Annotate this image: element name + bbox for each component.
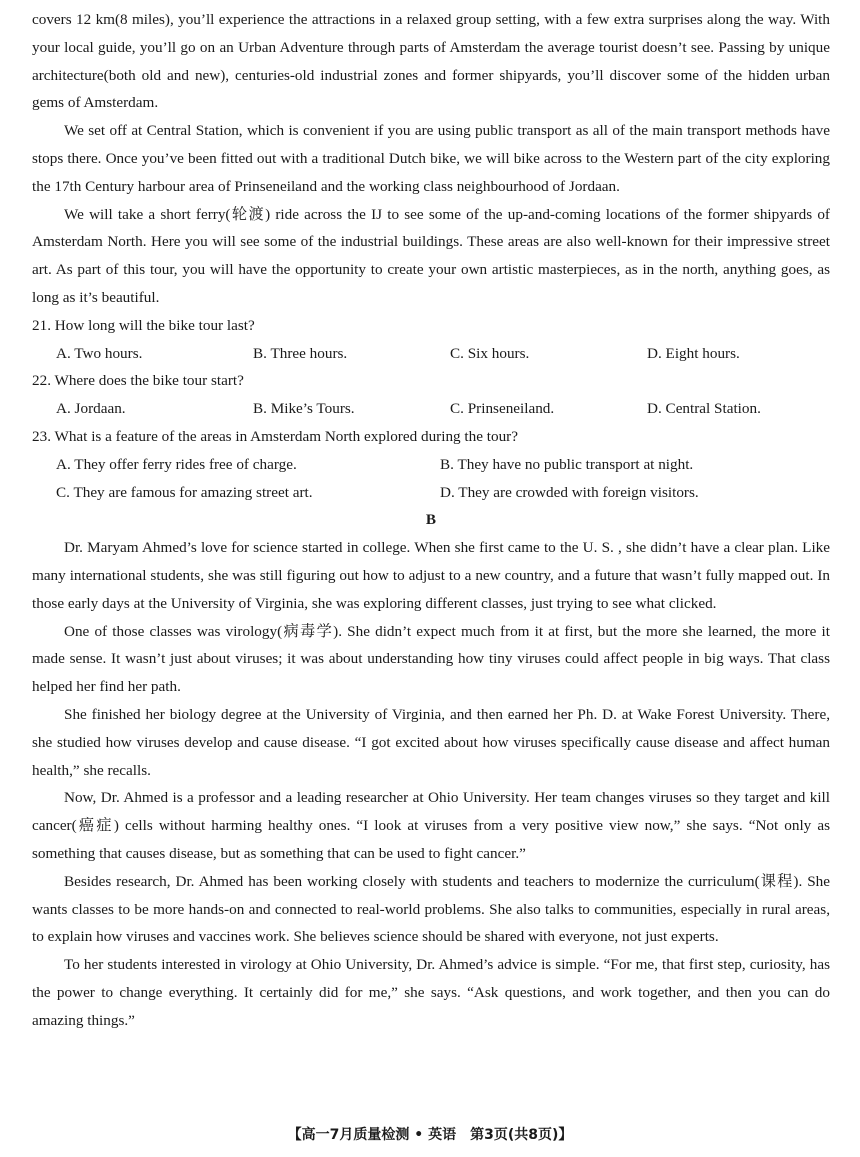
passage-b (32, 534, 830, 1034)
option-b: B. They have no public transport at night. (440, 455, 694, 473)
question-options (32, 451, 830, 507)
page-footer: 【高一7月质量检测 • 英语 第3页(共8页)】 (287, 1127, 573, 1143)
passage-b-paragraph: To her students interested in virology at Ohio University, Dr. Ahmed’s advice is simple. “For me, that first step, curiosity, has the power to change everything. It certainly did for me,” she says. “Ask questions, and work together, and then you can do amazing things.” (32, 956, 830, 1029)
option-b: B. Mike’s Tours. (253, 400, 355, 418)
passage-b-paragraph: Besides research, Dr. Ahmed has been working closely with students and teachers to modernize the curriculum(课程). She wants classes to be more hands-on and connected to real-world problems. She also talks to communities, especially in rural areas, to explain how viruses and vaccines work. She believes science should be shared with everyone, not just experts. (32, 872, 830, 946)
option-c: C. Prinseneiland. (450, 400, 555, 418)
passage-a (32, 6, 830, 312)
option-b: B. Three hours. (253, 344, 348, 362)
option-d: D. They are crowded with foreign visitors. (440, 483, 699, 501)
question-22 (32, 367, 830, 423)
option-c: C. They are famous for amazing street art. (56, 483, 313, 501)
passage-b-paragraph: Now, Dr. Ahmed is a professor and a leading researcher at Ohio University. Her team changes viruses so they target and kill cancer(癌症) cells without harming healthy ones. “I look at viruses from a very positive view now,” she says. “Not only as something that causes disease, but as something that can be used to fight cancer.” (32, 789, 830, 862)
question-23 (32, 423, 830, 506)
passage-b-paragraph: Dr. Maryam Ahmed’s love for science started in college. When she first came to the U. S. , she didn’t have a clear plan. Like many international students, she was still figuring out how to adjust to a new country, and a future that wasn’t fully mapped out. In those early days at the University of Virginia, she was exploring different classes, just trying to see what clicked. (32, 539, 830, 612)
exam-page (32, 6, 830, 1034)
option-d: D. Eight hours. (647, 344, 740, 362)
passage-b-paragraph: One of those classes was virology(病毒学). She didn’t expect much from it at first, but the more she learned, the more it made sense. It wasn’t just about viruses; it was about understanding how tiny viruses could affect people in big ways. That class helped her find her path. (32, 622, 830, 696)
option-d: D. Central Station. (647, 400, 761, 418)
question-options (32, 395, 830, 423)
option-a: A. Jordaan. (56, 400, 126, 418)
passage-a-paragraph: We set off at Central Station, which is convenient if you are using public transport as all of the main transport methods have stops there. Once you’ve been fitted out with a traditional Dutch bike, we will bike across to the Western part of the city exploring the 17th Century harbour area of Prinseneiland and the working class neighbourhood of Jordaan. (32, 122, 830, 195)
question-stem: 21. How long will the bike tour last? (32, 316, 255, 334)
passage-a-paragraph: covers 12 km(8 miles), you’ll experience the attractions in a relaxed group setting, with a few extra surprises along the way. With your local guide, you’ll go on an Urban Adventure through parts of Amsterdam the average tourist doesn’t see. Passing by unique architecture(both old and new), centuries-old industrial zones and former shipyards, you’ll discover some of the hidden urban gems of Amsterdam. (32, 11, 830, 112)
question-stem: 23. What is a feature of the areas in Amsterdam North explored during the tour? (32, 427, 518, 445)
question-21 (32, 312, 830, 368)
option-c: C. Six hours. (450, 344, 530, 362)
option-a: A. Two hours. (56, 344, 143, 362)
question-options (32, 340, 830, 368)
question-stem: 22. Where does the bike tour start? (32, 372, 244, 390)
option-a: A. They offer ferry rides free of charge. (56, 455, 297, 473)
passage-b-paragraph: She finished her biology degree at the University of Virginia, and then earned her Ph. D. at Wake Forest University. There, she studied how viruses develop and cause disease. “I got excited about how viruses specifically cause disease and affect human health,” she recalls. (32, 705, 830, 779)
passage-a-paragraph: We will take a short ferry(轮渡) ride across the IJ to see some of the up-and-coming locations of the former shipyards of Amsterdam North. Here you will see some of the industrial buildings. These areas are also well-known for their impressive street art. As part of this tour, you will have the opportunity to create your own artistic masterpieces, as in the north, anything goes, as long as it’s beautiful. (32, 205, 830, 306)
section-heading: B (425, 511, 437, 529)
